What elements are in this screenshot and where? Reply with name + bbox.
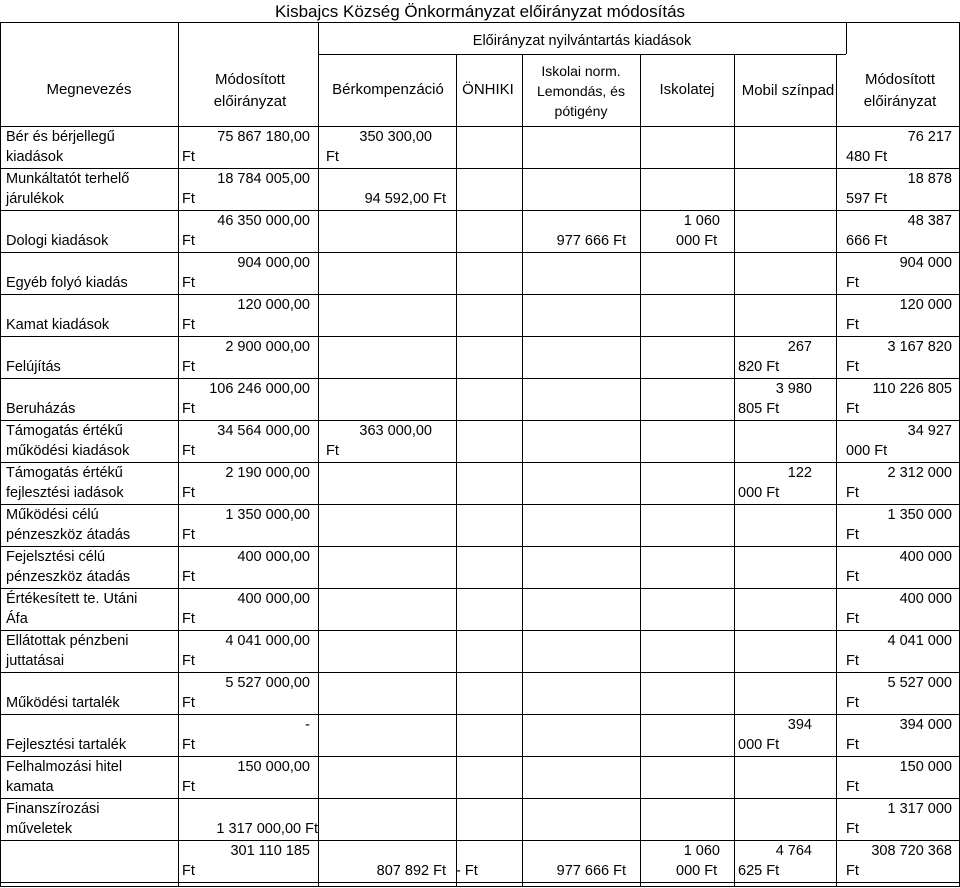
- modositott-2-value: 4 041 000: [887, 633, 952, 649]
- modositott-2-value: 000 Ft: [846, 443, 888, 459]
- berkompenzacio-value: Ft: [326, 443, 339, 459]
- row-label: Felhalmozási hitel: [6, 759, 123, 775]
- modositott-value: 1 350 000,00: [225, 507, 310, 523]
- row-label: járulékok: [6, 191, 65, 207]
- header-iskolatej: Iskolatej: [659, 81, 715, 98]
- modositott-value: 301 110 185: [230, 843, 310, 859]
- row-label: Értékesített te. Utáni: [6, 591, 138, 607]
- header-megnevezes: Megnevezés: [46, 81, 132, 98]
- modositott-value: 46 350 000,00: [217, 213, 310, 229]
- grid-line: [846, 22, 847, 54]
- modositott-value: 2 900 000,00: [225, 339, 310, 355]
- berkompenzacio-value: Ft: [326, 149, 339, 165]
- row-label: Fejlesztési tartalék: [6, 737, 127, 753]
- mobil-szinpad-value: 4 764: [775, 843, 812, 859]
- row-label: Ellátottak pénzbeni: [6, 633, 129, 649]
- header-onhiki: ÖNHIKI: [462, 81, 514, 98]
- modositott-value: 150 000,00: [237, 759, 310, 775]
- row-label: Finanszírozási: [6, 801, 100, 817]
- grid-line: [0, 210, 960, 211]
- onhiki-value: 807 892 Ft: [376, 863, 446, 879]
- modositott-value: 75 867 180,00: [217, 129, 310, 145]
- modositott-2-value: 120 000: [899, 297, 952, 313]
- modositott-value: 4 041 000,00: [225, 633, 310, 649]
- grid-line: [0, 294, 960, 295]
- modositott-value: 120 000,00: [237, 297, 310, 313]
- modositott-2-value: Ft: [846, 317, 859, 333]
- modositott-2-value: 666 Ft: [846, 233, 888, 249]
- grid-line: [522, 54, 523, 886]
- modositott-2-value: 394 000: [899, 717, 952, 733]
- currency-label: Ft: [182, 863, 195, 879]
- page-title: Kisbajcs Község Önkormányzat előirányzat módosítás: [274, 2, 686, 21]
- row-label: juttatásai: [6, 653, 65, 669]
- grid-line: [734, 54, 735, 886]
- row-label: Támogatás értékű: [6, 465, 123, 481]
- grid-line: [0, 22, 1, 886]
- row-label: Egyéb folyó kiadás: [6, 275, 128, 291]
- mobil-szinpad-value: 000 Ft: [738, 737, 780, 753]
- header-berkompenzacio: Bérkompenzáció: [332, 81, 444, 98]
- modositott-2-value: 34 927: [907, 423, 952, 439]
- modositott-2-value: Ft: [846, 611, 859, 627]
- row-label: Működési célú: [6, 507, 99, 523]
- mobil-szinpad-value: 267: [787, 339, 812, 355]
- grid-line: [0, 252, 960, 253]
- modositott-2-value: 400 000: [899, 549, 952, 565]
- modositott-value: -: [305, 717, 310, 733]
- modositott-2-value: 308 720 368: [871, 843, 952, 859]
- modositott-2-value: 150 000: [899, 759, 952, 775]
- currency-label: Ft: [182, 359, 195, 375]
- grid-line: [318, 22, 319, 126]
- modositott-2-value: 18 878: [907, 171, 952, 187]
- modositott-2-value: Ft: [846, 401, 859, 417]
- header-iskolai-norm: Iskolai norm. Lemondás, és pótigény: [537, 63, 625, 119]
- row-label: Támogatás értékű: [6, 423, 123, 439]
- grid-line: [318, 54, 846, 55]
- grid-line: [0, 886, 960, 887]
- iskolatej-value: 1 060: [683, 213, 720, 229]
- modositott-2-value: 400 000: [899, 591, 952, 607]
- currency-label: Ft: [182, 779, 195, 795]
- modositott-2-value: Ft: [846, 485, 859, 501]
- currency-label: Ft: [182, 527, 195, 543]
- grid-line: [640, 54, 641, 886]
- grid-line: [0, 22, 960, 23]
- modositott-value: 400 000,00: [237, 591, 310, 607]
- currency-label: Ft: [182, 149, 195, 165]
- iskolai-norm-value: 977 666 Ft: [556, 863, 626, 879]
- modositott-2-value: Ft: [846, 779, 859, 795]
- modositott-value: 904 000,00: [237, 255, 310, 271]
- mobil-szinpad-value: 805 Ft: [738, 401, 780, 417]
- modositott-2-value: Ft: [846, 359, 859, 375]
- grid-line: [0, 840, 960, 841]
- modositott-2-value: Ft: [846, 695, 859, 711]
- row-label: Működési tartalék: [6, 695, 120, 711]
- currency-label: Ft: [182, 443, 195, 459]
- row-label: pénzeszköz átadás: [6, 527, 131, 543]
- row-label: műveletek: [6, 821, 73, 837]
- row-label: Beruházás: [6, 401, 76, 417]
- modositott-2-value: 76 217: [907, 129, 952, 145]
- modositott-2-value: 2 312 000: [887, 465, 952, 481]
- currency-label: Ft: [182, 695, 195, 711]
- row-label: működési kiadások: [6, 443, 130, 459]
- modositott-2-value: 110 226 805: [872, 381, 952, 397]
- modositott-2-value: 3 167 820: [887, 339, 952, 355]
- berkompenzacio-value: 350 300,00: [359, 129, 432, 145]
- iskolatej-value: 1 060: [683, 843, 720, 859]
- grid-line: [0, 882, 960, 883]
- header-modositott-eloiranyzat: Módosított előirányzat: [213, 71, 287, 110]
- mobil-szinpad-value: 122: [787, 465, 812, 481]
- mobil-szinpad-value: 3 980: [775, 381, 812, 397]
- currency-label: Ft: [182, 401, 195, 417]
- modositott-2-value: Ft: [846, 275, 859, 291]
- header-mobil-szinpad: Mobil színpad: [741, 82, 835, 99]
- row-label: Fejelsztési célú: [6, 549, 106, 565]
- grid-line: [0, 672, 960, 673]
- grid-line: [456, 54, 457, 886]
- grid-line: [0, 714, 960, 715]
- currency-label: Ft: [182, 275, 195, 291]
- modositott-value: 5 527 000,00: [225, 675, 310, 691]
- modositott-value: 2 190 000,00: [225, 465, 310, 481]
- modositott-2-value: 5 527 000: [887, 675, 952, 691]
- modositott-value: 400 000,00: [237, 549, 310, 565]
- iskolai-norm-value: - Ft: [456, 863, 478, 879]
- currency-label: Ft: [182, 569, 195, 585]
- modositott-2-value: Ft: [846, 527, 859, 543]
- grid-line: [836, 54, 837, 886]
- currency-label: Ft: [182, 317, 195, 333]
- iskolai-norm-value: 977 666 Ft: [556, 233, 626, 249]
- row-label: kamata: [6, 779, 54, 795]
- row-label: kiadások: [6, 149, 64, 165]
- currency-label: Ft: [182, 737, 195, 753]
- grid-line: [0, 378, 960, 379]
- grid-line: [178, 22, 179, 886]
- currency-label: Ft: [182, 611, 195, 627]
- currency-label: Ft: [182, 233, 195, 249]
- mobil-szinpad-value: 394: [787, 717, 812, 733]
- modositott-2-value: 48 387: [907, 213, 952, 229]
- modositott-value: 18 784 005,00: [217, 171, 310, 187]
- mobil-szinpad-value: 820 Ft: [738, 359, 780, 375]
- currency-label: Ft: [182, 485, 195, 501]
- modositott-2-value: 480 Ft: [846, 149, 888, 165]
- mobil-szinpad-value: 000 Ft: [738, 485, 780, 501]
- currency-label: Ft: [182, 191, 195, 207]
- currency-label: Ft: [182, 653, 195, 669]
- modositott-2-value: 904 000: [899, 255, 952, 271]
- iskolatej-value: 000 Ft: [676, 233, 718, 249]
- iskolatej-value: 000 Ft: [676, 863, 718, 879]
- modositott-2-value: Ft: [846, 737, 859, 753]
- row-label: Munkáltatót terhelő: [6, 171, 130, 187]
- berkompenzacio-value: 363 000,00: [359, 423, 432, 439]
- modositott-value: 106 246 000,00: [209, 381, 310, 397]
- modositott-2-value: Ft: [846, 821, 859, 837]
- table-subtitle: Előirányzat nyilvántartás kiadások: [472, 33, 692, 49]
- mobil-szinpad-value: 625 Ft: [738, 863, 780, 879]
- onhiki-value: 94 592,00 Ft: [364, 191, 446, 207]
- modositott-value: 1 317 000,00 Ft: [216, 821, 318, 837]
- modositott-2-value: 1 317 000: [887, 801, 952, 817]
- header-modositott-eloiranyzat-2: Módosított előirányzat: [863, 71, 937, 110]
- row-label: pénzeszköz átadás: [6, 569, 131, 585]
- row-label: fejlesztési iadások: [6, 485, 124, 501]
- row-label: Áfa: [6, 611, 28, 627]
- row-label: Dologi kiadások: [6, 233, 109, 249]
- modositott-2-value: Ft: [846, 863, 859, 879]
- row-label: Felújítás: [6, 359, 61, 375]
- modositott-2-value: 1 350 000: [887, 507, 952, 523]
- row-label: Bér és bérjellegű: [6, 129, 115, 145]
- grid-line: [318, 54, 319, 886]
- modositott-value: 34 564 000,00: [217, 423, 310, 439]
- row-label: Kamat kiadások: [6, 317, 110, 333]
- grid-line: [0, 336, 960, 337]
- modositott-2-value: 597 Ft: [846, 191, 888, 207]
- modositott-2-value: Ft: [846, 569, 859, 585]
- modositott-2-value: Ft: [846, 653, 859, 669]
